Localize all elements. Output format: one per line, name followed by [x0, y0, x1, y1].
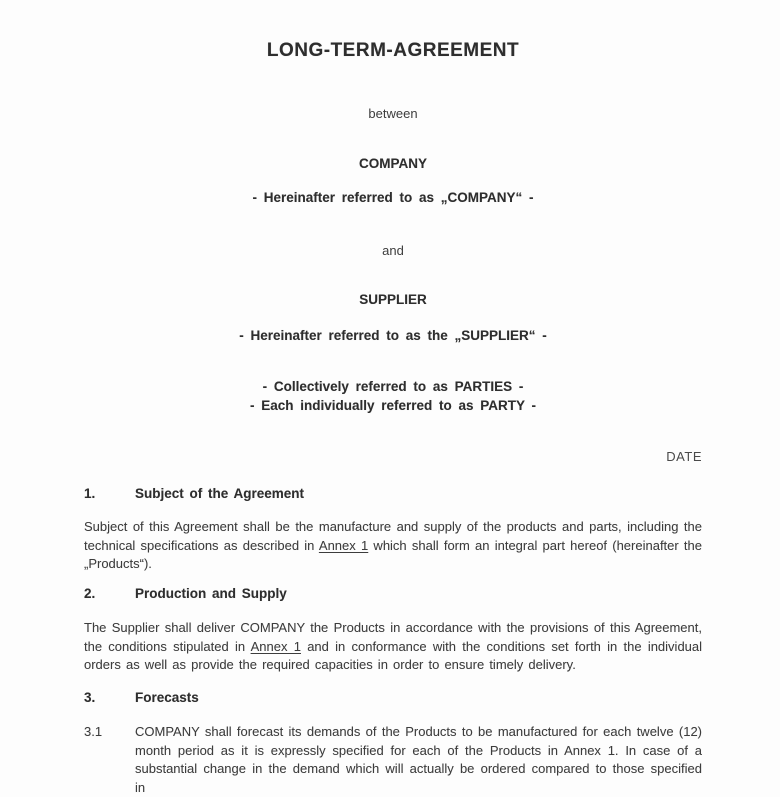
section-1-heading — [84, 486, 702, 501]
supplier-name: SUPPLIER — [359, 292, 427, 307]
section-1-number: 1. — [84, 486, 96, 501]
section-3-number: 3. — [84, 690, 96, 705]
section-1-title: Subject of the Agreement — [135, 486, 305, 501]
company-reference-line: - Hereinafter referred to as „COMPANY“ - — [252, 190, 534, 205]
section-1-paragraph: Subject of this Agreement shall be the manufacture and supply of the products and parts, including the technical specifications as described in Annex 1 which shall form an integral part hereof (hereinafter the „Products“). — [84, 519, 703, 572]
clause-3-1-paragraph: COMPANY shall forecast its demands of the Products to be manufactured for each twelve (12) month period as it is expressly specified for each of the Products in Annex 1. In case of a substantial change in the demand which will actually be ordered compared to those specified in — [135, 724, 702, 795]
document-content — [84, 0, 703, 795]
company-name: COMPANY — [358, 156, 427, 171]
date-label: DATE — [666, 449, 702, 464]
clause-3-1 — [84, 723, 702, 797]
clause-3-1-number: 3.1 — [84, 724, 103, 739]
section-2-title: Production and Supply — [135, 586, 287, 601]
document-title: LONG-TERM-AGREEMENT — [266, 40, 520, 61]
section-2-number: 2. — [84, 586, 96, 601]
section-2-heading — [84, 586, 702, 601]
section-3-title: Forecasts — [135, 690, 199, 705]
and-label: and — [382, 243, 404, 258]
section-3-heading — [84, 690, 702, 705]
supplier-reference-line: - Hereinafter referred to as the „SUPPLIER“ - — [239, 328, 547, 343]
party-individual-line: - Each individually referred to as PARTY - — [249, 398, 537, 413]
section-2-paragraph: The Supplier shall deliver COMPANY the Products in accordance with the provisions of this Agreement, the conditions stipulated in Annex 1 and in conformance with the conditions set forth in the individual orders as well as provide the required capacities in order to ensure timely delivery. — [84, 620, 703, 673]
parties-collective-line: - Collectively referred to as PARTIES - — [262, 379, 524, 394]
between-label: between — [368, 106, 418, 121]
